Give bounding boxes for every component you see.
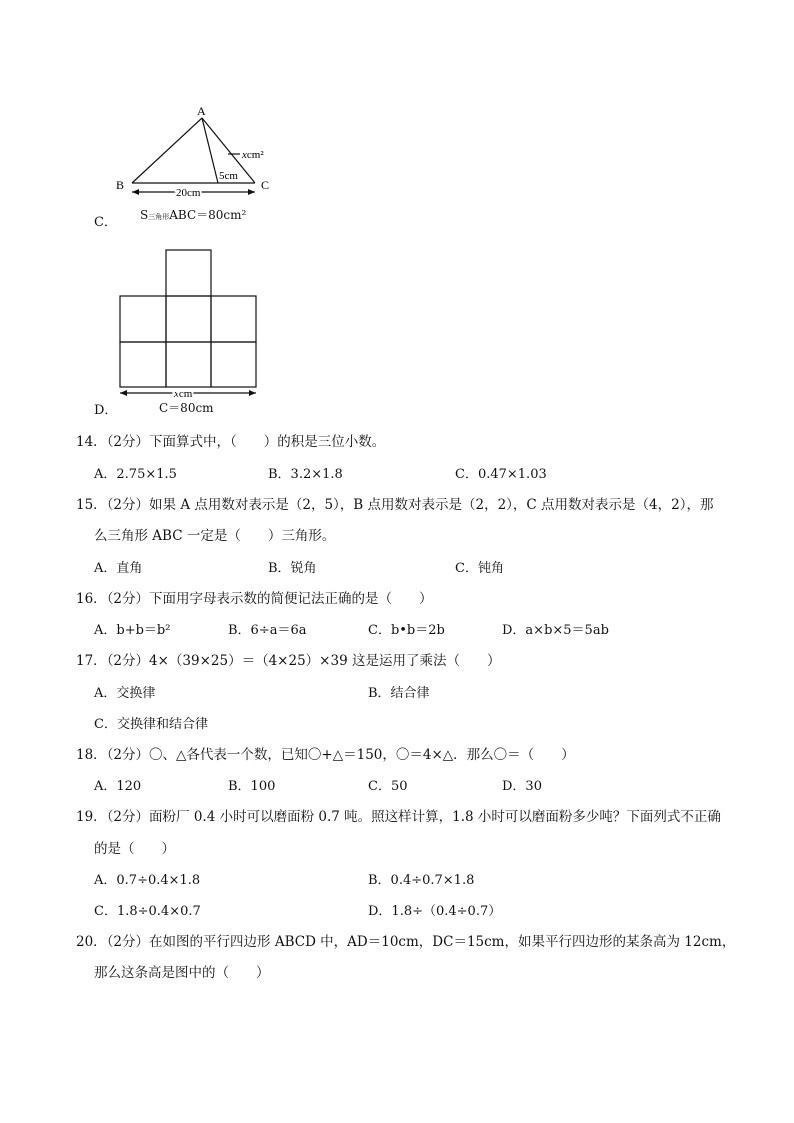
- width-arrow-left: [120, 390, 127, 396]
- q18-option-d[interactable]: D．30: [502, 779, 542, 794]
- top-square: [166, 250, 211, 296]
- q16-option-d[interactable]: D．a×b×5＝5ab: [502, 623, 609, 638]
- grid-square: [120, 296, 166, 342]
- grid-square: [166, 342, 211, 387]
- q19-option-a[interactable]: A．0.7÷0.4×1.8: [94, 873, 201, 888]
- q18-option-c[interactable]: C．50: [368, 779, 408, 794]
- question-19: 19．（2分）面粉厂 0.4 小时可以磨面粉 0.7 吨。照这样计算，1.8 小时可以磨面粉多少吨？下面列式不正确: [76, 809, 721, 825]
- grid-square: [166, 296, 211, 342]
- base-arrow-left: [132, 189, 139, 195]
- vertex-b-label: B: [116, 178, 125, 192]
- question-19-line2: 的是（ ）: [94, 841, 175, 857]
- question-20-line2: 那么这条高是图中的（ ）: [94, 965, 270, 981]
- triangle-area-caption: S三角形ABC＝80cm²: [140, 208, 247, 222]
- base-arrow-right: [248, 189, 255, 195]
- q16-option-a[interactable]: A．b+b＝b²: [94, 623, 171, 638]
- question-15: 15．（2分）如果 A 点用数对表示是（2，5），B 点用数对表示是（2，2），C 点用数对表示是（4，2），那: [76, 497, 714, 513]
- q17-option-a[interactable]: A．交换律: [94, 686, 156, 701]
- q15-option-c[interactable]: C．钝角: [455, 561, 504, 576]
- option-d-label: D．: [94, 403, 118, 418]
- q14-option-c[interactable]: C．0.47×1.03: [455, 467, 547, 482]
- segment-5cm-label: 5cm: [219, 170, 238, 182]
- width-x-label: xcm: [174, 388, 193, 400]
- question-15-line2: 么三角形 ABC 一定是（ ）三角形。: [94, 528, 336, 544]
- triangle-figure: [110, 100, 290, 225]
- q14-option-a[interactable]: A．2.75×1.5: [94, 467, 177, 482]
- q17-option-b[interactable]: B．结合律: [368, 686, 430, 701]
- area-x-label: xcm²: [242, 149, 264, 161]
- q19-option-b[interactable]: B．0.4÷0.7×1.8: [368, 873, 475, 888]
- q15-option-a[interactable]: A．直角: [94, 561, 143, 576]
- width-arrow-right: [249, 390, 256, 396]
- triangle-side-ab: [132, 118, 202, 183]
- q18-option-a[interactable]: A．120: [94, 779, 142, 794]
- question-16: 16．（2分）下面用字母表示数的简便记法正确的是（ ）: [76, 591, 433, 607]
- option-c-label: C．: [94, 215, 117, 230]
- question-14: 14．（2分）下面算式中，（ ）的积是三位小数。: [76, 434, 386, 450]
- grid-square: [211, 296, 256, 342]
- question-18: 18．（2分）〇、△各代表一个数，已知〇+△＝150，〇＝4×△．那么〇＝（ ）: [76, 747, 575, 763]
- question-20: 20．（2分）在如图的平行四边形 ABCD 中，AD＝10cm，DC＝15cm，如果平行四边形的某条高为 12cm，: [76, 934, 736, 950]
- q19-option-c[interactable]: C．1.8÷0.4×0.7: [94, 904, 201, 919]
- base-20cm-label: 20cm: [176, 187, 201, 199]
- perimeter-caption: C＝80cm: [159, 401, 214, 415]
- vertex-c-label: C: [261, 178, 270, 192]
- grid-square: [211, 342, 256, 387]
- q18-option-b[interactable]: B．100: [228, 779, 276, 794]
- q15-option-b[interactable]: B．锐角: [268, 561, 317, 576]
- q16-option-b[interactable]: B．6÷a＝6a: [228, 623, 307, 638]
- q16-option-c[interactable]: C．b•b＝2b: [368, 623, 445, 638]
- vertex-a-label: A: [197, 104, 206, 118]
- grid-square: [120, 342, 166, 387]
- q19-option-d[interactable]: D．1.8÷（0.4÷0.7）: [368, 904, 502, 919]
- q17-option-c[interactable]: C．交换律和结合律: [94, 717, 208, 732]
- squares-figure: [112, 245, 267, 405]
- question-17: 17．（2分）4×（39×25）＝（4×25）×39 这是运用了乘法（ ）: [76, 653, 501, 669]
- q14-option-b[interactable]: B．3.2×1.8: [268, 467, 343, 482]
